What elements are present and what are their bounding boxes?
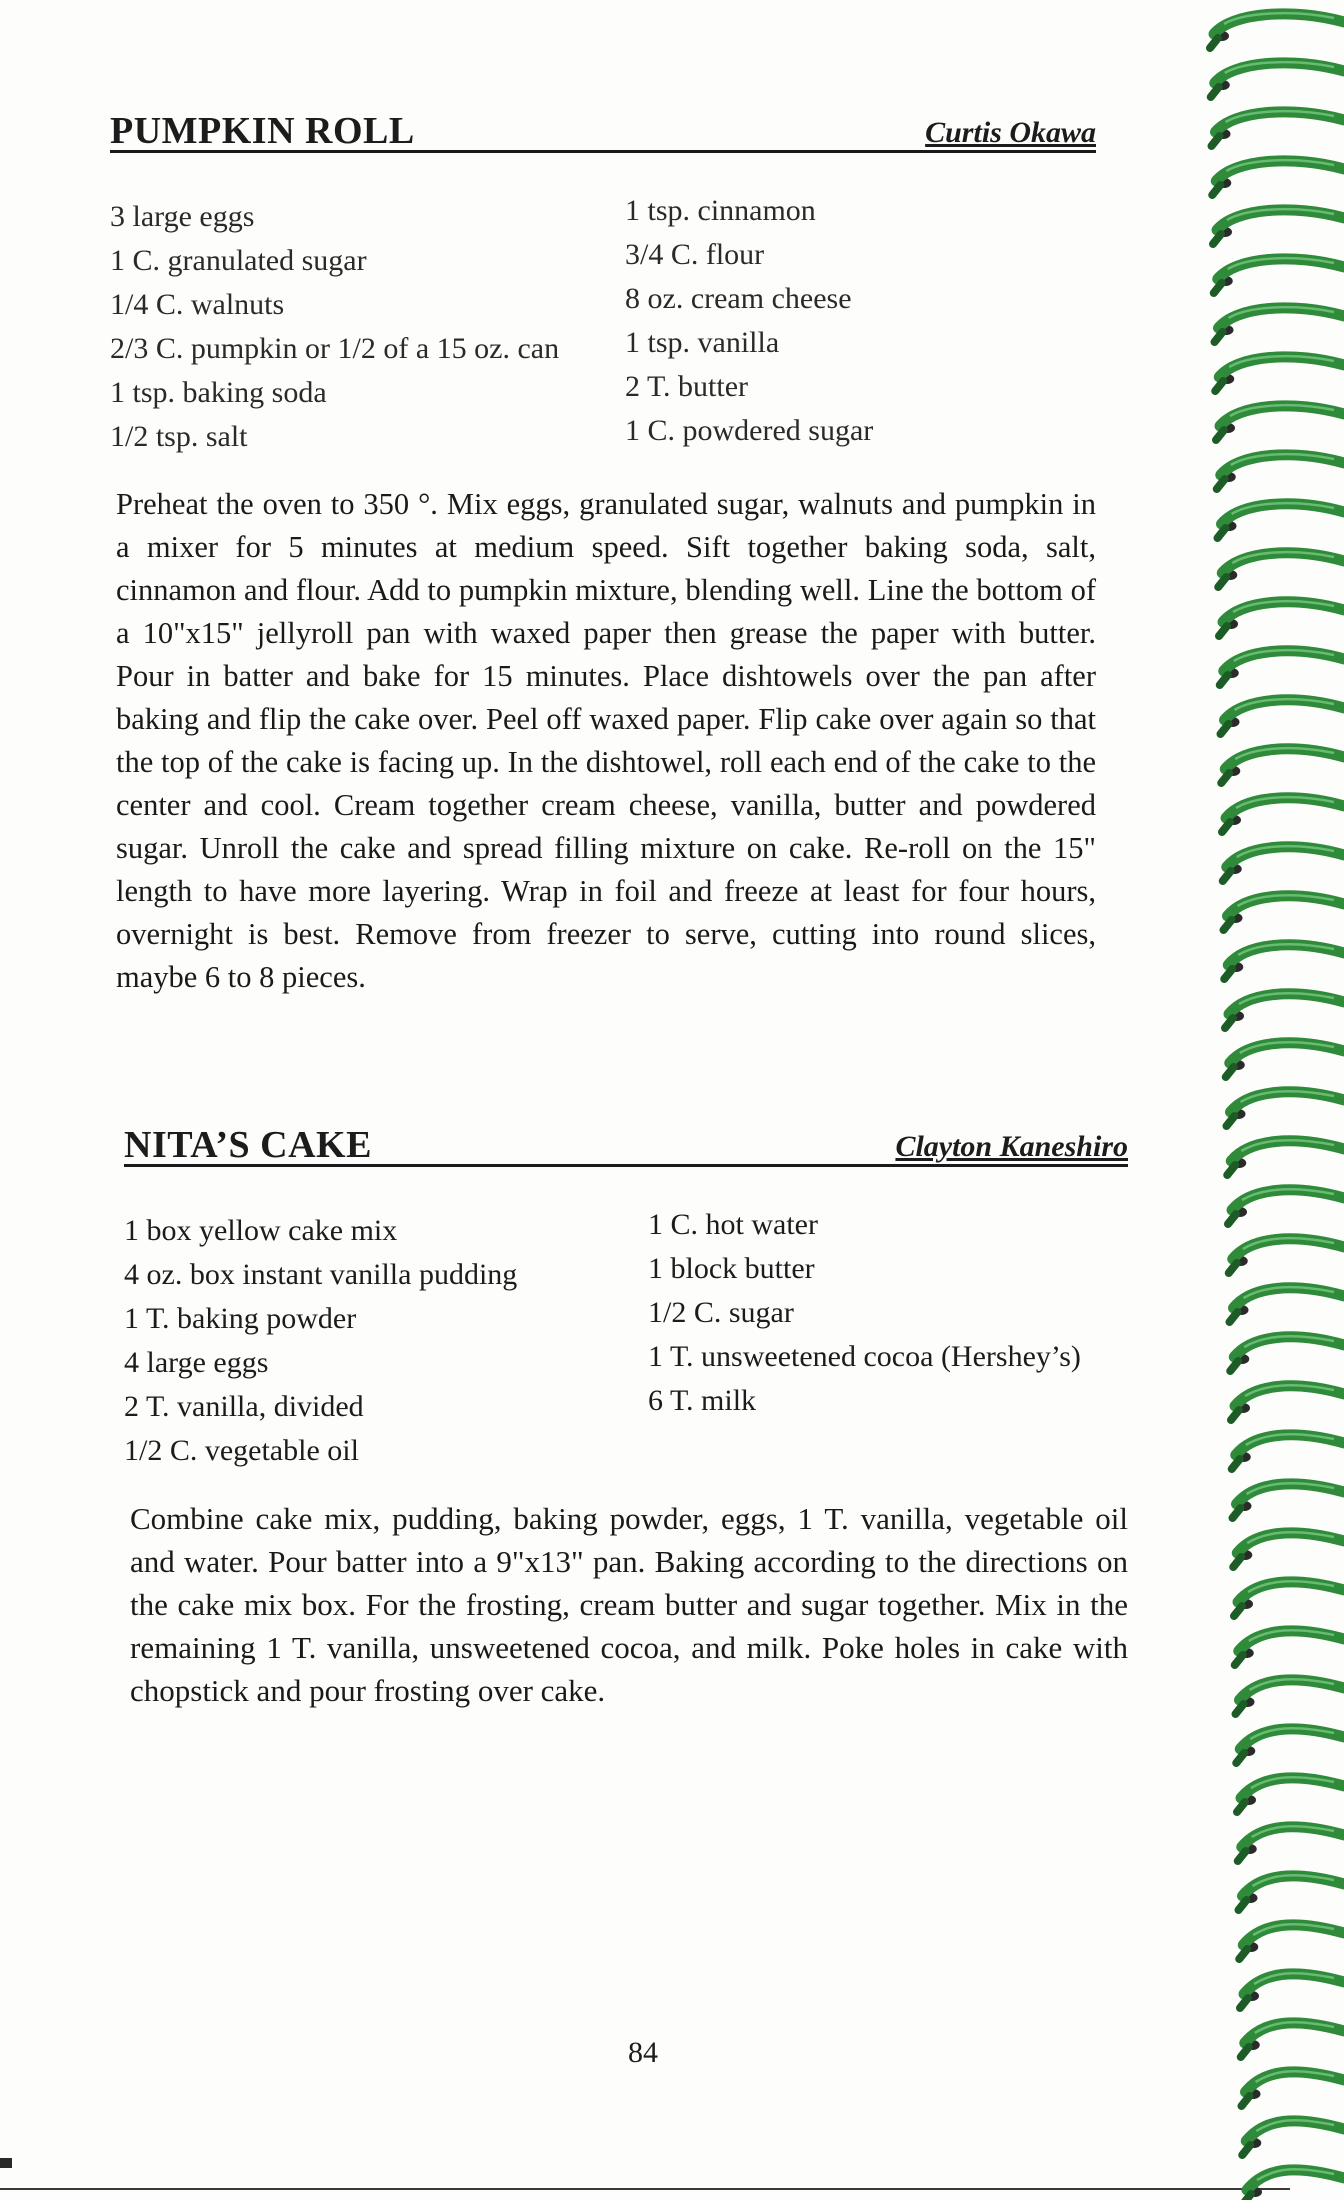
spiral-coil [1225, 993, 1344, 1028]
spiral-coil [1227, 1140, 1344, 1175]
spiral-coil [1230, 1287, 1344, 1322]
page-bottom-edge [0, 2188, 1290, 2190]
spiral-coil [1218, 503, 1344, 538]
ingredient-item: 1/2 tsp. salt [110, 420, 248, 453]
spiral-coil [1232, 1434, 1344, 1469]
ingredients-column-left [124, 1209, 648, 1473]
recipe-header [110, 100, 1096, 153]
spiral-coil [1231, 1385, 1344, 1420]
ingredient-item: 1 C. granulated sugar [110, 244, 367, 277]
recipe-author: Clayton Kaneshiro [895, 1130, 1128, 1163]
spiral-coil [1229, 1238, 1344, 1273]
ingredient-item: 2/3 C. pumpkin or 1/2 of a 15 oz. can [110, 332, 560, 365]
ingredient-item: 3/4 C. flour [625, 238, 765, 271]
spiral-coil [1239, 1875, 1344, 1910]
spiral-coil [1215, 356, 1344, 391]
spiral-coil [1213, 209, 1344, 244]
spiral-coil [1223, 846, 1344, 881]
spiral-coil [1233, 1483, 1344, 1518]
spiral-coil [1233, 1532, 1344, 1567]
spiral-coil [1238, 1826, 1344, 1861]
recipe-directions: Preheat the oven to 350 °. Mix eggs, granulated sugar, walnuts and pumpkin in a mixer for 5 minutes at medium speed. Sift together baking soda, salt, cinnamon and flour. Add to pumpkin mixture, blending well. Line the bottom of a 10"x15" jellyroll pan with waxed paper then grease the paper with butter. Pour in batter and bake for 15 minutes. Place dishtowels over the pan after baking and flip the cake over. Peel off waxed paper. Flip cake over again so that the top of the cake is facing up. In the dishtowel, roll each end of the cake to the center and cool. Cream together cream cheese, vanilla, butter and powdered sugar. Unroll the cake and spread filling mixture on cake. Re-roll on the 15" length to have more layering. Wrap in foil and freeze at least for four hours, overnight is best. Remove from freezer to serve, cutting into round slices, maybe 6 to 8 pieces. [116, 487, 1096, 994]
spiral-coil [1236, 1679, 1344, 1714]
recipe-title: PUMPKIN ROLL [110, 110, 415, 152]
ingredient-item: 1/2 C. sugar [648, 1296, 794, 1329]
ingredient-item: 1 C. hot water [648, 1208, 818, 1241]
ingredient-item: 1 block butter [648, 1252, 815, 1285]
ingredient-item: 1 box yellow cake mix [124, 1214, 398, 1247]
ingredient-item: 2 T. vanilla, divided [124, 1390, 364, 1423]
ingredient-item: 1 tsp. vanilla [625, 326, 780, 359]
spiral-coil [1216, 405, 1344, 440]
spiral-coil [1224, 895, 1344, 930]
ingredient-item: 4 large eggs [124, 1346, 269, 1379]
spiral-coil [1214, 258, 1344, 293]
spiral-coil [1211, 62, 1344, 97]
ingredient-item: 1 tsp. baking soda [110, 376, 327, 409]
ingredient-item: 1/4 C. walnuts [110, 288, 285, 321]
spiral-coil [1212, 111, 1344, 146]
spiral-coil [1242, 2120, 1344, 2155]
spiral-coil [1215, 307, 1344, 342]
spiral-coil [1222, 797, 1344, 832]
ingredient-item: 6 T. milk [648, 1384, 757, 1417]
ingredient-item: 1 T. baking powder [124, 1302, 357, 1335]
ingredient-item: 1 T. unsweetened cocoa (Hershey’s) [648, 1340, 1081, 1373]
ingredients-column-right [625, 189, 873, 459]
spiral-coil [1228, 1189, 1344, 1224]
recipe-pumpkin-roll [110, 100, 1096, 999]
ingredient-item: 1/2 C. vegetable oil [124, 1434, 359, 1467]
ingredients-list [110, 195, 1096, 459]
recipe-header [124, 1114, 1128, 1167]
recipe-directions: Combine cake mix, pudding, baking powder, eggs, 1 T. vanilla, vegetable oil and water. Pour batter into a 9"x13" pan. Baking according to the directions on the cake mix box. For the frosting, cream butter and sugar together. Mix in the remaining 1 T. vanilla, unsweetened cocoa, and milk. Poke holes in cake with chopstick and pour frosting over cake. [130, 1501, 1128, 1708]
ingredient-item: 1 C. powdered sugar [625, 414, 874, 447]
spiral-coil [1218, 552, 1344, 587]
spiral-coil [1217, 454, 1344, 489]
ingredients-list [124, 1209, 1128, 1473]
ingredients-column-right [648, 1203, 1081, 1473]
ingredient-item: 8 oz. cream cheese [625, 282, 852, 315]
ingredient-item: 4 oz. box instant vanilla pudding [124, 1258, 518, 1291]
spiral-coil [1234, 1581, 1344, 1616]
spiral-coil [1210, 13, 1344, 48]
page-number: 84 [628, 2036, 658, 2069]
recipe-nitas-cake [124, 1114, 1128, 1712]
ingredients-column-left [110, 195, 625, 459]
spiral-coil [1220, 650, 1344, 685]
spiral-coil [1224, 944, 1344, 979]
ingredient-item: 1 tsp. cinnamon [625, 194, 816, 227]
spiral-coil [1242, 2071, 1344, 2106]
spiral-coil [1219, 601, 1344, 636]
spiral-coil [1235, 1630, 1344, 1665]
spiral-coil [1239, 1924, 1344, 1959]
spiral-coil [1227, 1091, 1344, 1126]
spiral-coil [1237, 1777, 1344, 1812]
spiral-coil [1243, 2169, 1344, 2200]
spiral-coil [1241, 2022, 1344, 2057]
spiral-coil [1226, 1042, 1344, 1077]
recipe-author: Curtis Okawa [925, 116, 1096, 149]
recipe-title: NITA’S CAKE [124, 1124, 372, 1166]
ingredient-item: 2 T. butter [625, 370, 749, 403]
spiral-coil [1221, 748, 1344, 783]
spiral-coil [1230, 1336, 1344, 1371]
spiral-binding-icon [1184, 0, 1344, 2200]
corner-mark [0, 2158, 12, 2168]
spiral-coil [1236, 1728, 1344, 1763]
spiral-coil [1240, 1973, 1344, 2008]
spiral-coil [1212, 160, 1344, 195]
ingredient-item: 3 large eggs [110, 200, 255, 233]
spiral-coil [1221, 699, 1344, 734]
